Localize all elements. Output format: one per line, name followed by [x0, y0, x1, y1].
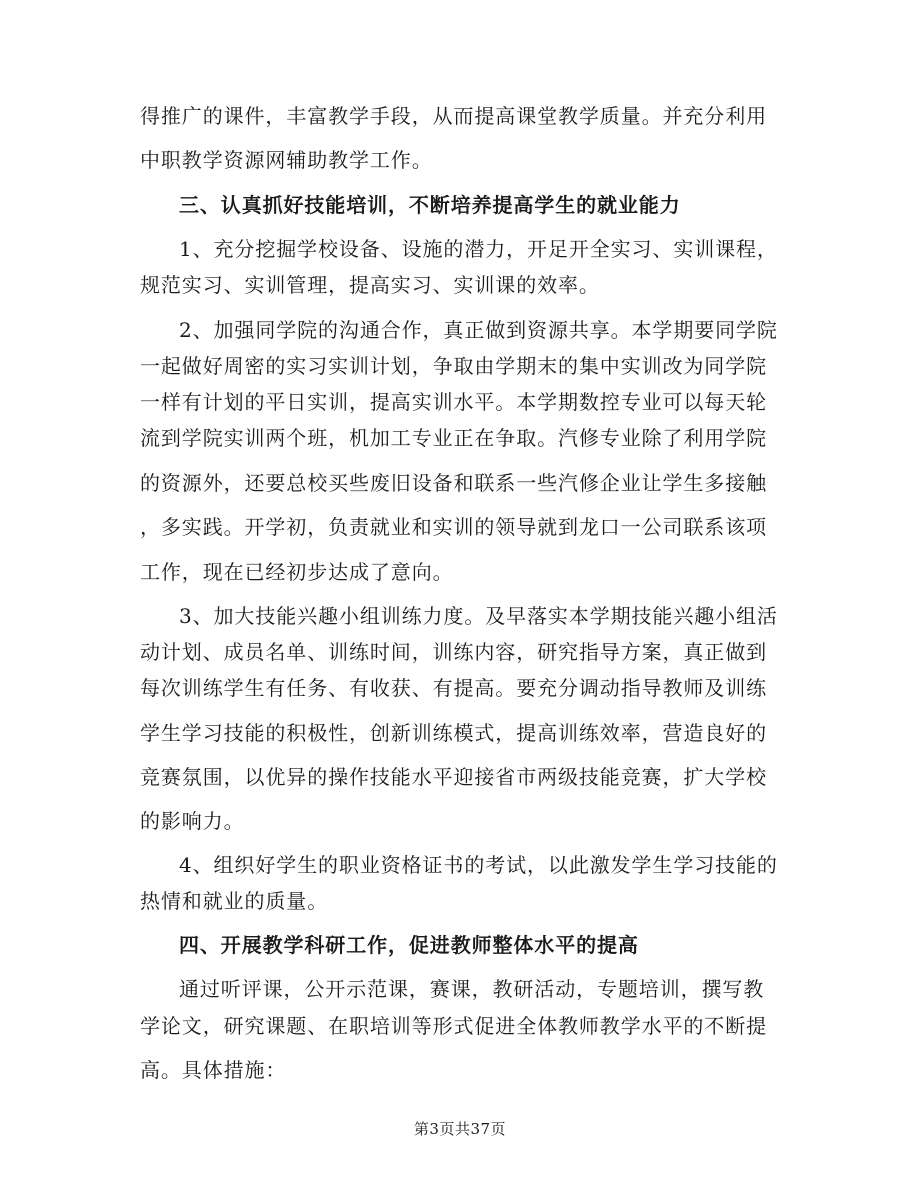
- body-text-line: 一样有计划的平日实训，提高实训水平。本学期数控专业可以每天轮: [140, 390, 767, 414]
- body-text-line: 竞赛氛围，以优异的操作技能水平迎接省市两级技能竞赛，扩大学校: [140, 765, 767, 789]
- body-text-line: 1、充分挖掘学校设备、设施的潜力，开足开全实习、实训课程，: [179, 237, 778, 261]
- body-text-line: 的资源外，还要总校买些废旧设备和联系一些汽修企业让学生多接触: [140, 471, 767, 495]
- body-text-line: 3、加大技能兴趣小组训练力度。及早落实本学期技能兴趣小组活: [179, 604, 778, 628]
- body-text-line: 规范实习、实训管理，提高实习、实训课的效率。: [140, 273, 600, 297]
- body-text-line: 学生学习技能的积极性，创新训练模式，提高训练效率，营造良好的: [140, 721, 767, 745]
- section-heading-4: 四、开展教学科研工作，促进教师整体水平的提高: [179, 933, 639, 957]
- body-text-line: 通过听评课，公开示范课，赛课，教研活动，专题培训，撰写教: [179, 977, 765, 1001]
- body-text-line: 高。具体措施：: [140, 1058, 287, 1082]
- body-text-line: 流到学院实训两个班，机加工专业正在争取。汽修专业除了利用学院: [140, 426, 767, 450]
- body-text-line: 中职教学资源网辅助教学工作。: [140, 148, 433, 172]
- body-text-line: 动计划、成员名单、训练时间，训练内容，研究指导方案，真正做到: [140, 640, 767, 664]
- body-text-line: 4、组织好学生的职业资格证书的考试，以此激发学生学习技能的: [179, 853, 778, 877]
- body-text-line: 2、加强同学院的沟通合作，真正做到资源共享。本学期要同学院: [179, 318, 778, 342]
- body-text-line: 每次训练学生有任务、有收获、有提高。要充分调动指导教师及训练: [140, 676, 767, 700]
- body-text-line: 的影响力。: [140, 809, 245, 833]
- body-text-line: 工作，现在已经初步达成了意向。: [140, 560, 454, 584]
- body-text-line: ，多实践。开学初，负责就业和实训的领导就到龙口一公司联系该项: [140, 515, 767, 539]
- body-text-line: 热情和就业的质量。: [140, 889, 329, 913]
- body-text-line: 一起做好周密的实习实训计划，争取由学期末的集中实训改为同学院: [140, 354, 767, 378]
- page-number-footer: 第3页共37页: [413, 1120, 507, 1138]
- section-heading-3: 三、认真抓好技能培训，不断培养提高学生的就业能力: [179, 193, 681, 217]
- body-text-line: 学论文，研究课题、在职培训等形式促进全体教师教学水平的不断提: [140, 1014, 767, 1038]
- body-text-line: 得推广的课件，丰富教学手段，从而提高课堂教学质量。并充分利用: [140, 104, 767, 128]
